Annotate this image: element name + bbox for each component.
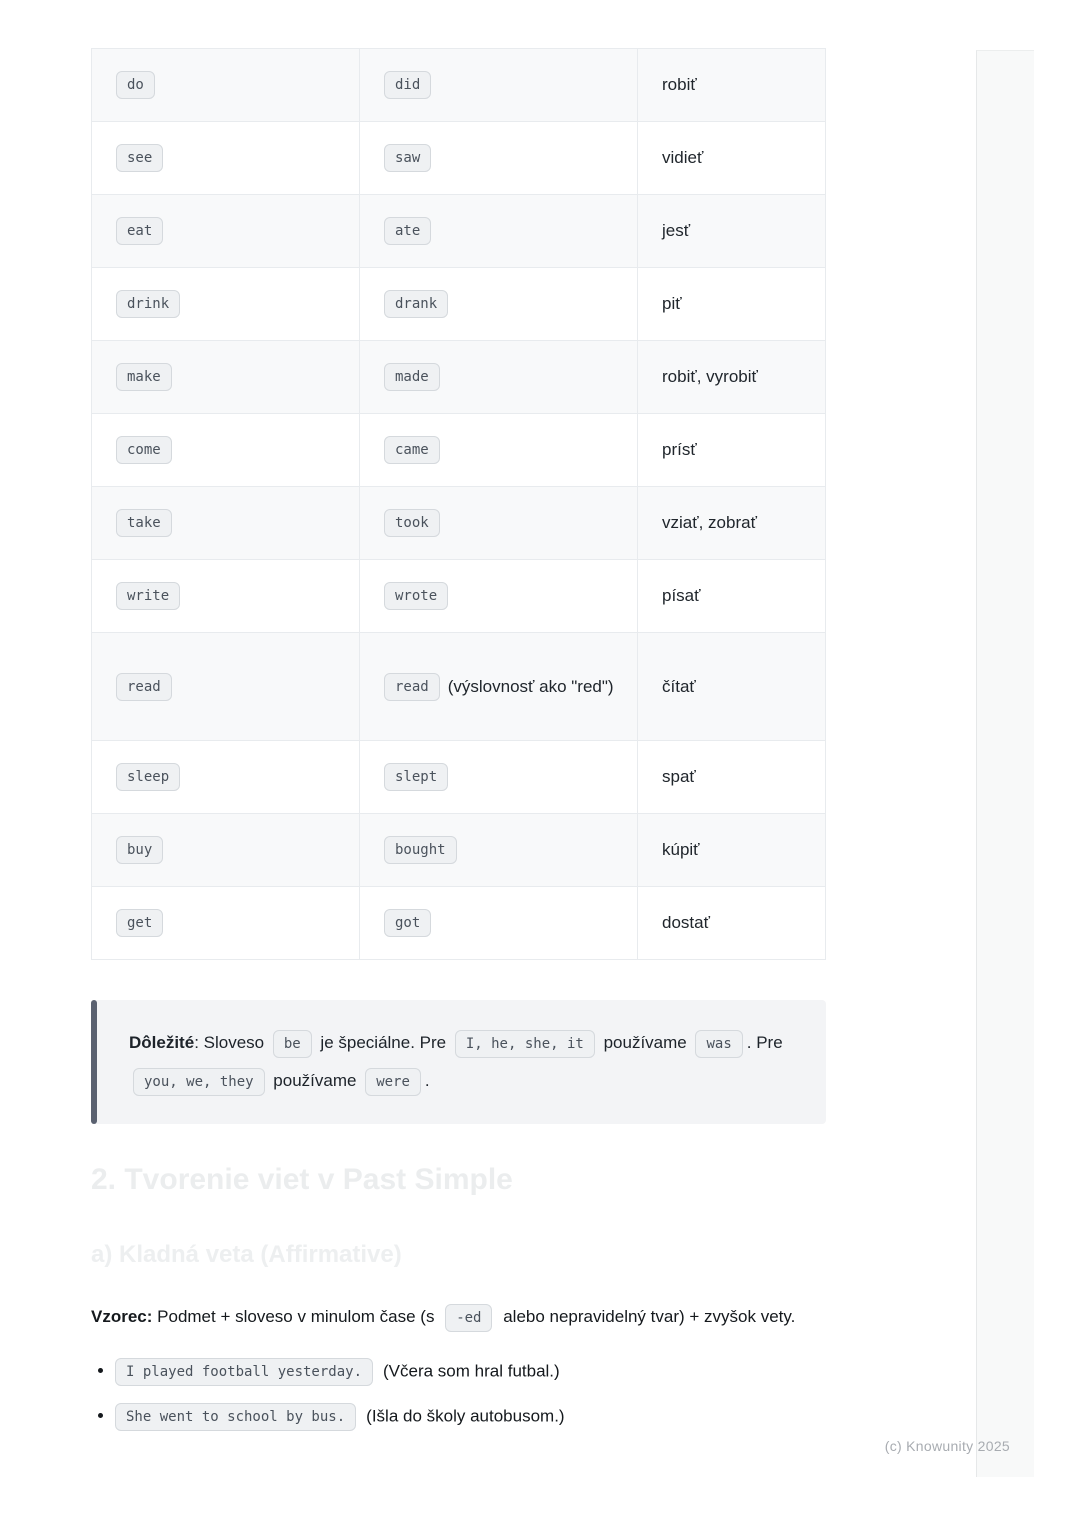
code-chip: drink	[116, 290, 180, 318]
code-chip: do	[116, 71, 155, 99]
example-list	[91, 1358, 826, 1431]
page-stack-edge	[976, 50, 1034, 1477]
code-chip: got	[384, 909, 431, 937]
base-verb-cell	[92, 49, 360, 121]
irregular-verbs-table	[91, 48, 826, 960]
note-label: Dôležité	[129, 1033, 195, 1052]
code-chip: -ed	[445, 1304, 492, 1332]
past-verb-cell	[360, 633, 638, 740]
translation-cell: dostať	[662, 913, 710, 932]
code-chip: get	[116, 909, 163, 937]
code-chip: buy	[116, 836, 163, 864]
base-verb-cell	[92, 122, 360, 194]
code-chip: you, we, they	[133, 1068, 265, 1096]
code-chip: wrote	[384, 582, 448, 610]
example-translation: (Išla do školy autobusom.)	[366, 1406, 565, 1426]
code-chip: took	[384, 509, 440, 537]
base-verb-cell	[92, 633, 360, 740]
code-chip: slept	[384, 763, 448, 791]
base-verb-cell	[92, 560, 360, 632]
code-chip: She went to school by bus.	[115, 1403, 356, 1431]
important-note-box	[91, 1000, 826, 1124]
note-text: .	[424, 1071, 430, 1090]
past-verb-cell	[360, 887, 638, 959]
past-verb-cell	[360, 741, 638, 813]
translation-cell: vidieť	[662, 148, 704, 167]
past-verb-cell	[360, 814, 638, 886]
copyright-watermark: (c) Knowunity 2025	[884, 1438, 1010, 1454]
base-verb-cell	[92, 268, 360, 340]
base-verb-cell	[92, 887, 360, 959]
pronunciation-note: (výslovnosť ako "red")	[447, 676, 614, 696]
base-verb-cell	[92, 341, 360, 413]
example-translation: (Včera som hral futbal.)	[383, 1361, 560, 1381]
code-chip: did	[384, 71, 431, 99]
table-row	[92, 195, 825, 268]
note-text: . Pre	[746, 1033, 783, 1052]
code-chip: write	[116, 582, 180, 610]
past-verb-cell	[360, 341, 638, 413]
translation-cell: robiť, vyrobiť	[662, 367, 758, 386]
code-chip: I, he, she, it	[455, 1030, 595, 1058]
translation-cell: kúpiť	[662, 840, 700, 859]
translation-cell: prísť	[662, 440, 697, 459]
code-chip: ate	[384, 217, 431, 245]
base-verb-cell	[92, 741, 360, 813]
translation-cell: písať	[662, 586, 701, 605]
table-row	[92, 341, 825, 414]
translation-cell: spať	[662, 767, 696, 786]
code-chip: see	[116, 144, 163, 172]
section-heading-locked: 2. Tvorenie viet v Past Simple	[91, 1163, 513, 1196]
translation-cell: robiť	[662, 75, 697, 94]
callout-accent-bar	[91, 1000, 97, 1124]
code-chip: saw	[384, 144, 431, 172]
code-chip: take	[116, 509, 172, 537]
table-row	[92, 814, 825, 887]
base-verb-cell	[92, 487, 360, 559]
table-row	[92, 487, 825, 560]
document-content	[91, 48, 826, 1448]
code-chip: be	[273, 1030, 312, 1058]
translation-cell: piť	[662, 294, 682, 313]
code-chip: bought	[384, 836, 457, 864]
past-verb-cell	[360, 560, 638, 632]
table-row	[92, 49, 825, 122]
code-chip: come	[116, 436, 172, 464]
past-verb-cell	[360, 195, 638, 267]
list-item	[115, 1403, 826, 1431]
formula-label: Vzorec:	[91, 1307, 153, 1326]
table-row	[92, 633, 825, 741]
code-chip: came	[384, 436, 440, 464]
table-row	[92, 741, 825, 814]
note-text: používame	[598, 1033, 692, 1052]
base-verb-cell	[92, 195, 360, 267]
past-verb-cell	[360, 414, 638, 486]
table-row	[92, 122, 825, 195]
base-verb-cell	[92, 814, 360, 886]
code-chip: drank	[384, 290, 448, 318]
translation-cell: čítať	[662, 676, 696, 696]
formula-text: alebo nepravidelný tvar) + zvyšok vety.	[498, 1307, 796, 1326]
code-chip: were	[365, 1068, 421, 1096]
translation-cell: vziať, zobrať	[662, 513, 757, 532]
table-row	[92, 887, 825, 959]
code-chip: eat	[116, 217, 163, 245]
formula-text: Podmet + sloveso v minulom čase (s	[152, 1307, 440, 1326]
table-row	[92, 268, 825, 341]
table-row	[92, 414, 825, 487]
past-verb-cell	[360, 122, 638, 194]
past-verb-cell	[360, 487, 638, 559]
note-text: používame	[268, 1071, 362, 1090]
code-chip: sleep	[116, 763, 180, 791]
code-chip: read	[116, 673, 172, 701]
list-item	[115, 1358, 826, 1386]
code-chip: made	[384, 363, 440, 391]
note-text: : Sloveso	[194, 1033, 269, 1052]
code-chip: I played football yesterday.	[115, 1358, 373, 1386]
code-chip: read	[384, 673, 440, 701]
past-verb-cell	[360, 49, 638, 121]
table-row	[92, 560, 825, 633]
note-text: je špeciálne. Pre	[315, 1033, 451, 1052]
code-chip: make	[116, 363, 172, 391]
code-chip: was	[695, 1030, 742, 1058]
subsection-heading-locked: a) Kladná veta (Affirmative)	[91, 1241, 402, 1268]
past-verb-cell	[360, 268, 638, 340]
translation-cell: jesť	[662, 221, 691, 240]
formula-paragraph	[91, 1298, 826, 1336]
base-verb-cell	[92, 414, 360, 486]
